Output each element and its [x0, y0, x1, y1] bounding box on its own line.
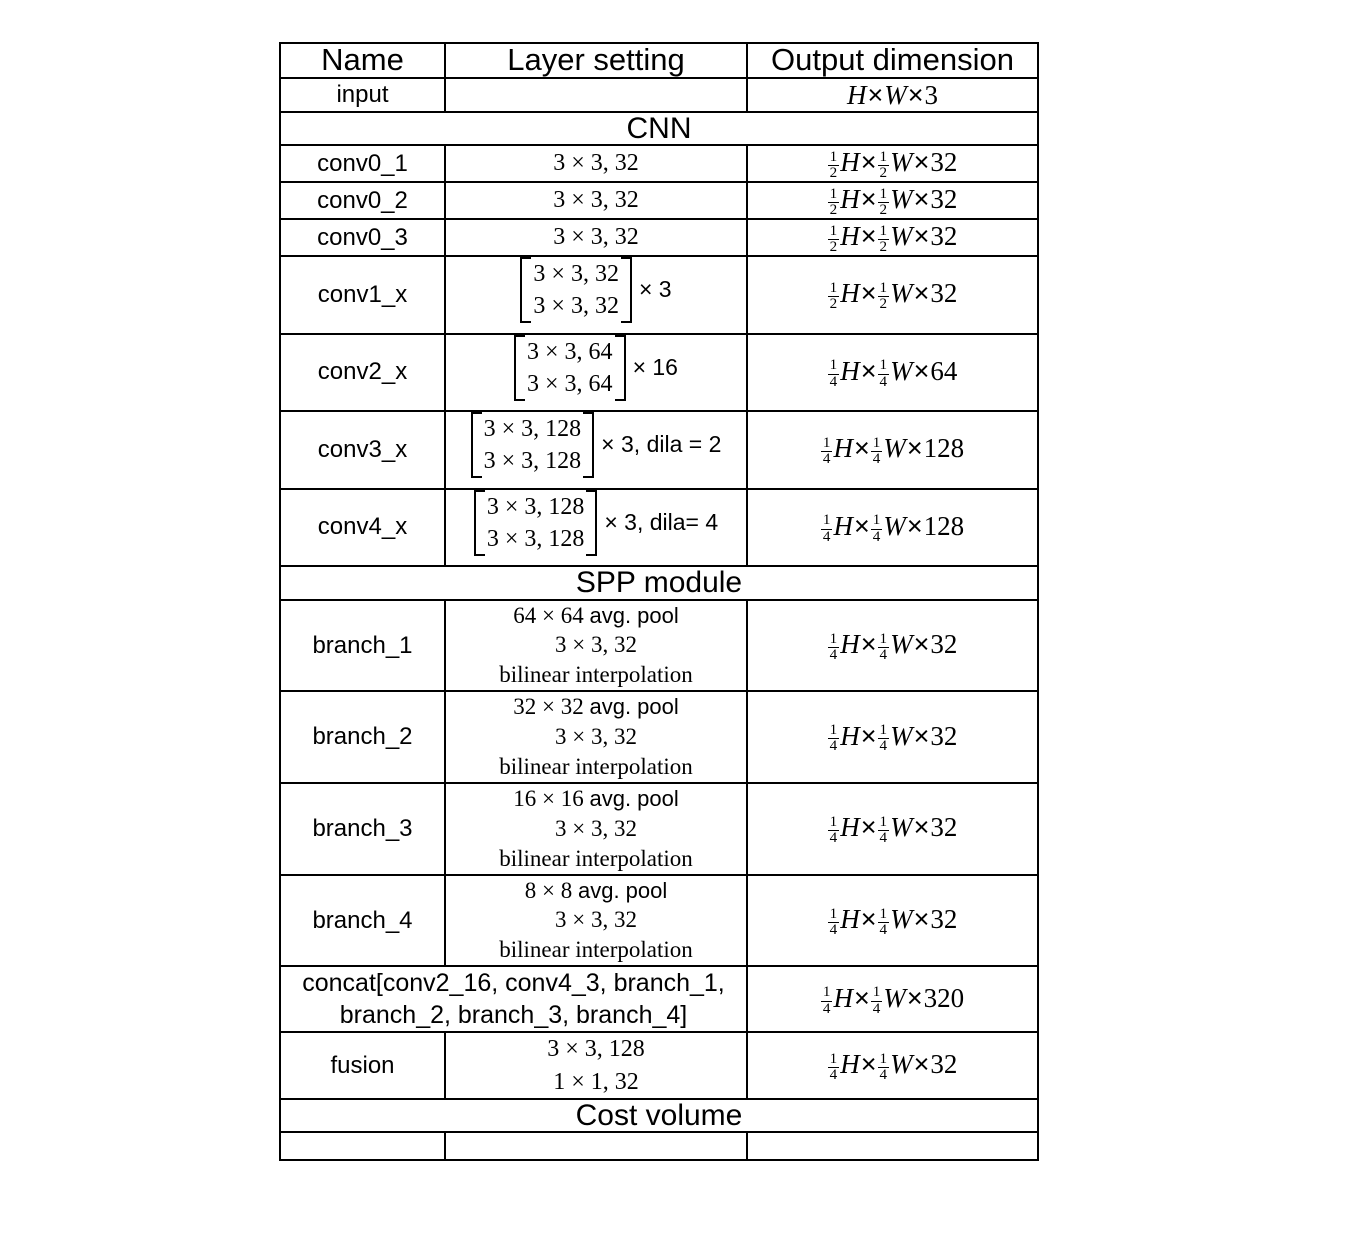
bracket-left-icon [520, 257, 531, 323]
times-icon: × [913, 1049, 930, 1080]
times-icon: × [860, 1049, 877, 1080]
cutoff-cell-name [280, 1132, 445, 1160]
fraction-w: $\frac{1}{4}$ [879, 722, 888, 755]
channels-value: 320 [923, 982, 965, 1013]
row-setting-conv0-3: 3 × 3, 32 [445, 219, 747, 256]
var-h-icon: H [840, 278, 860, 309]
channels-value: 32 [930, 628, 958, 659]
fraction-h: $\frac{1}{4}$ [822, 434, 831, 468]
matrix-rows [487, 490, 585, 556]
row-name-conv2-x: conv2_x [280, 334, 445, 412]
var-w-icon: W [890, 147, 913, 178]
times-icon: × [913, 278, 930, 309]
channels-value: 32 [930, 221, 958, 252]
row-output-conv0-1 [747, 145, 1038, 182]
var-w-icon: W [890, 720, 913, 751]
fraction-w: $\frac{1}{4}$ [872, 434, 881, 468]
times-icon: × [860, 221, 877, 252]
table-row-concat [280, 966, 1038, 1032]
bracket-right-icon [583, 412, 594, 478]
times-icon: × [913, 903, 930, 934]
matrix-row-1: 3 × 3, 64 [527, 338, 613, 365]
bracket-right-icon [615, 335, 626, 401]
interp-line: bilinear interpolation [499, 845, 693, 871]
var-w-icon: W [890, 903, 913, 934]
fraction-h: $\frac{1}{2}$ [829, 279, 838, 313]
channels-value: 32 [930, 147, 958, 178]
table-row-branch-1 [280, 600, 1038, 692]
matrix [514, 335, 626, 401]
row-output-branch-2 [747, 691, 1038, 783]
row-setting-conv3-x [445, 411, 747, 489]
fraction-h: $\frac{1}{4}$ [829, 1050, 838, 1083]
times-icon: × [860, 720, 877, 751]
fraction-h: $\frac{1}{4}$ [829, 630, 838, 663]
var-h-icon: H [840, 184, 860, 215]
var-w-icon: W [883, 982, 906, 1013]
matrix-row-1: 3 × 3, 128 [486, 493, 585, 520]
row-output-conv2-x [747, 334, 1038, 412]
row-setting-fusion [445, 1032, 747, 1099]
var-h-icon: H [840, 903, 860, 934]
pool-word: avg. pool [589, 785, 679, 811]
pool-word: avg. pool [577, 877, 668, 903]
var-h-icon: H [840, 355, 860, 386]
fraction-w: $\frac{1}{4}$ [879, 813, 888, 846]
bracket-left-icon [474, 490, 485, 556]
var-h-icon: H [833, 510, 853, 541]
fraction-w: $\frac{1}{4}$ [879, 630, 888, 663]
bracket-right-icon [586, 490, 597, 556]
times-icon: × [913, 812, 930, 843]
row-setting-conv1-x [445, 256, 747, 334]
channels-value: 32 [930, 278, 958, 309]
matrix-row-2: 3 × 3, 128 [483, 448, 582, 475]
row-output-branch-4 [747, 875, 1038, 967]
conv-line: 3 × 3, 32 [555, 815, 637, 841]
pool-word: avg. pool [589, 602, 679, 628]
fraction-h: $\frac{1}{4}$ [822, 984, 831, 1017]
row-name-branch-2: branch_2 [280, 691, 445, 783]
concat-line-1: concat[conv2_16, conv4_3, branch_1, [302, 969, 725, 998]
table-row-conv0-3 [280, 219, 1038, 256]
channels-value: 64 [930, 355, 958, 386]
network-architecture-table [279, 42, 1039, 1161]
row-name-conv0-2: conv0_2 [280, 182, 445, 219]
times-icon: × [906, 510, 923, 541]
matrix-block [520, 257, 671, 323]
times-icon: × [860, 184, 877, 215]
pool-size: 16 × 16 [513, 785, 584, 811]
row-setting-conv0-1: 3 × 3, 32 [445, 145, 747, 182]
pool-size: 32 × 32 [513, 694, 584, 720]
row-name-concat [280, 966, 747, 1032]
row-setting-conv4-x [445, 489, 747, 567]
times-icon: × [867, 79, 884, 110]
fusion-line-1: 3 × 3, 128 [547, 1036, 645, 1063]
conv-line: 3 × 3, 32 [555, 724, 637, 750]
fraction-w: $\frac{1}{4}$ [879, 357, 888, 390]
fusion-line-2: 1 × 1, 32 [553, 1068, 639, 1095]
table-row-branch-2 [280, 691, 1038, 783]
row-setting-conv2-x [445, 334, 747, 412]
pool-size: 8 × 8 [524, 877, 573, 903]
table-row-conv2-x [280, 334, 1038, 412]
fraction-w: $\frac{1}{2}$ [879, 279, 888, 313]
matrix-block [474, 490, 718, 556]
var-h-icon: H [840, 720, 860, 751]
matrix-block [471, 412, 722, 478]
row-name-branch-3: branch_3 [280, 783, 445, 875]
interp-line: bilinear interpolation [499, 937, 693, 963]
fraction-h: $\frac{1}{2}$ [829, 185, 838, 219]
var-h-icon: H [840, 628, 860, 659]
fraction-h: $\frac{1}{2}$ [829, 149, 838, 182]
table-row-input [280, 78, 1038, 112]
matrix-row-2: 3 × 3, 32 [533, 293, 619, 320]
conv-line: 3 × 3, 32 [555, 907, 637, 933]
interp-line: bilinear interpolation [499, 753, 693, 779]
row-output-branch-3 [747, 783, 1038, 875]
times-icon: × [913, 720, 930, 751]
times-icon: × [853, 433, 870, 464]
row-name-conv1-x: conv1_x [280, 256, 445, 334]
fraction-h: $\frac{1}{4}$ [829, 722, 838, 755]
pool-size: 64 × 64 [513, 602, 584, 628]
times-icon: × [860, 903, 877, 934]
var-h-icon: H [840, 812, 860, 843]
row-output-input [747, 78, 1038, 112]
times-icon: × [860, 278, 877, 309]
table-row-conv1-x [280, 256, 1038, 334]
channels-value: 32 [930, 720, 958, 751]
fraction-w: $\frac{1}{2}$ [879, 222, 888, 255]
row-name-conv0-1: conv0_1 [280, 145, 445, 182]
times-icon: × [907, 79, 924, 110]
row-setting-conv0-2: 3 × 3, 32 [445, 182, 747, 219]
matrix [474, 490, 598, 556]
table-row-conv3-x [280, 411, 1038, 489]
pool-word: avg. pool [589, 694, 679, 720]
bracket-right-icon [621, 257, 632, 323]
var-w-icon: W [890, 355, 913, 386]
fraction-h: $\frac{1}{4}$ [829, 813, 838, 846]
header-cell-layer-setting: Layer setting [445, 43, 747, 78]
row-output-conv0-3 [747, 219, 1038, 256]
row-name-conv0-3: conv0_3 [280, 219, 445, 256]
var-w-icon: W [884, 79, 907, 110]
fraction-h: $\frac{1}{2}$ [829, 222, 838, 255]
table-row-branch-4 [280, 875, 1038, 967]
var-w-icon: W [890, 278, 913, 309]
times-icon: × [860, 628, 877, 659]
pool-line [446, 692, 746, 722]
matrix-row-2: 3 × 3, 64 [527, 370, 613, 397]
table-row-conv0-2 [280, 182, 1038, 219]
row-setting-branch-3 [445, 783, 747, 875]
var-w-icon: W [890, 628, 913, 659]
var-w-icon: W [883, 510, 906, 541]
conv-line: 3 × 3, 32 [555, 632, 637, 658]
bracket-left-icon [514, 335, 525, 401]
times-icon: × [913, 184, 930, 215]
matrix-multiplier: × 16 [632, 353, 678, 380]
row-setting-branch-4 [445, 875, 747, 967]
cutoff-cell-output [747, 1132, 1038, 1160]
matrix [520, 257, 632, 323]
section-label-cnn: CNN [280, 112, 1038, 146]
channels-value: 32 [930, 184, 958, 215]
fraction-h: $\frac{1}{4}$ [822, 512, 831, 545]
section-row-cost-volume [280, 1099, 1038, 1133]
matrix-row-1: 3 × 3, 32 [533, 261, 619, 288]
row-setting-branch-1 [445, 600, 747, 692]
row-output-fusion [747, 1032, 1038, 1099]
cutoff-cell-setting [445, 1132, 747, 1160]
fraction-w: $\frac{1}{4}$ [879, 905, 888, 938]
row-setting-input [445, 78, 747, 112]
matrix-block [514, 335, 678, 401]
row-output-concat [747, 966, 1038, 1032]
table-row-cutoff [280, 1132, 1038, 1160]
fraction-w: $\frac{1}{4}$ [879, 1050, 888, 1083]
times-icon: × [913, 355, 930, 386]
row-output-conv0-2 [747, 182, 1038, 219]
fraction-h: $\frac{1}{4}$ [829, 905, 838, 938]
row-name-branch-1: branch_1 [280, 600, 445, 692]
table-row-branch-3 [280, 783, 1038, 875]
section-row-cnn [280, 112, 1038, 146]
times-icon: × [860, 147, 877, 178]
var-h-icon: H [840, 221, 860, 252]
row-output-branch-1 [747, 600, 1038, 692]
matrix [471, 412, 595, 478]
interp-line: bilinear interpolation [499, 662, 693, 688]
row-output-conv3-x [747, 411, 1038, 489]
channels-value: 128 [923, 510, 965, 541]
var-w-icon: W [890, 221, 913, 252]
times-icon: × [860, 812, 877, 843]
times-icon: × [860, 355, 877, 386]
matrix-rows [484, 412, 582, 478]
matrix-row-1: 3 × 3, 128 [483, 416, 582, 443]
matrix-multiplier: × 3, dila= 4 [604, 508, 719, 535]
row-output-conv1-x [747, 256, 1038, 334]
header-cell-output-dimension: Output dimension [747, 43, 1038, 78]
section-label-spp: SPP module [280, 566, 1038, 600]
times-icon: × [913, 221, 930, 252]
fraction-w: $\frac{1}{4}$ [872, 512, 881, 545]
times-icon: × [853, 982, 870, 1013]
section-row-spp [280, 566, 1038, 600]
table-row-conv0-1 [280, 145, 1038, 182]
fraction-w: $\frac{1}{4}$ [872, 984, 881, 1017]
fraction-w: $\frac{1}{2}$ [879, 149, 888, 182]
fraction-w: $\frac{1}{2}$ [879, 185, 888, 219]
fraction-h: $\frac{1}{4}$ [829, 357, 838, 390]
channels-value: 128 [923, 433, 965, 464]
var-w-icon: W [890, 184, 913, 215]
concat-line-2: branch_2, branch_3, branch_4] [339, 1001, 688, 1030]
header-cell-name: Name [280, 43, 445, 78]
row-name-conv4-x: conv4_x [280, 489, 445, 567]
matrix-row-2: 3 × 3, 128 [486, 525, 585, 552]
times-icon: × [913, 147, 930, 178]
times-icon: × [913, 628, 930, 659]
var-h-icon: H [846, 79, 867, 110]
row-output-conv4-x [747, 489, 1038, 567]
matrix-rows [527, 335, 613, 401]
row-name-input: input [280, 78, 445, 112]
row-name-fusion: fusion [280, 1032, 445, 1099]
channels-value: 32 [930, 812, 958, 843]
var-h-icon: H [833, 982, 853, 1013]
row-setting-branch-2 [445, 691, 747, 783]
times-icon: × [906, 982, 923, 1013]
section-label-cost-volume: Cost volume [280, 1099, 1038, 1133]
var-w-icon: W [890, 812, 913, 843]
var-h-icon: H [840, 1049, 860, 1080]
table-row-fusion [280, 1032, 1038, 1099]
channels-value: 32 [930, 1049, 958, 1080]
matrix-multiplier: × 3, dila = 2 [601, 431, 722, 458]
channels-value: 3 [924, 79, 939, 110]
pool-line [446, 876, 746, 906]
pool-line [446, 784, 746, 814]
var-w-icon: W [883, 433, 906, 464]
times-icon: × [906, 433, 923, 464]
table-header-row [280, 43, 1038, 78]
bracket-left-icon [471, 412, 482, 478]
table-row-conv4-x [280, 489, 1038, 567]
var-h-icon: H [840, 147, 860, 178]
matrix-multiplier: × 3 [638, 276, 672, 303]
var-h-icon: H [833, 433, 853, 464]
pool-line [446, 601, 746, 631]
row-name-conv3-x: conv3_x [280, 411, 445, 489]
channels-value: 32 [930, 903, 958, 934]
times-icon: × [853, 510, 870, 541]
var-w-icon: W [890, 1049, 913, 1080]
matrix-rows [533, 257, 619, 323]
row-name-branch-4: branch_4 [280, 875, 445, 967]
